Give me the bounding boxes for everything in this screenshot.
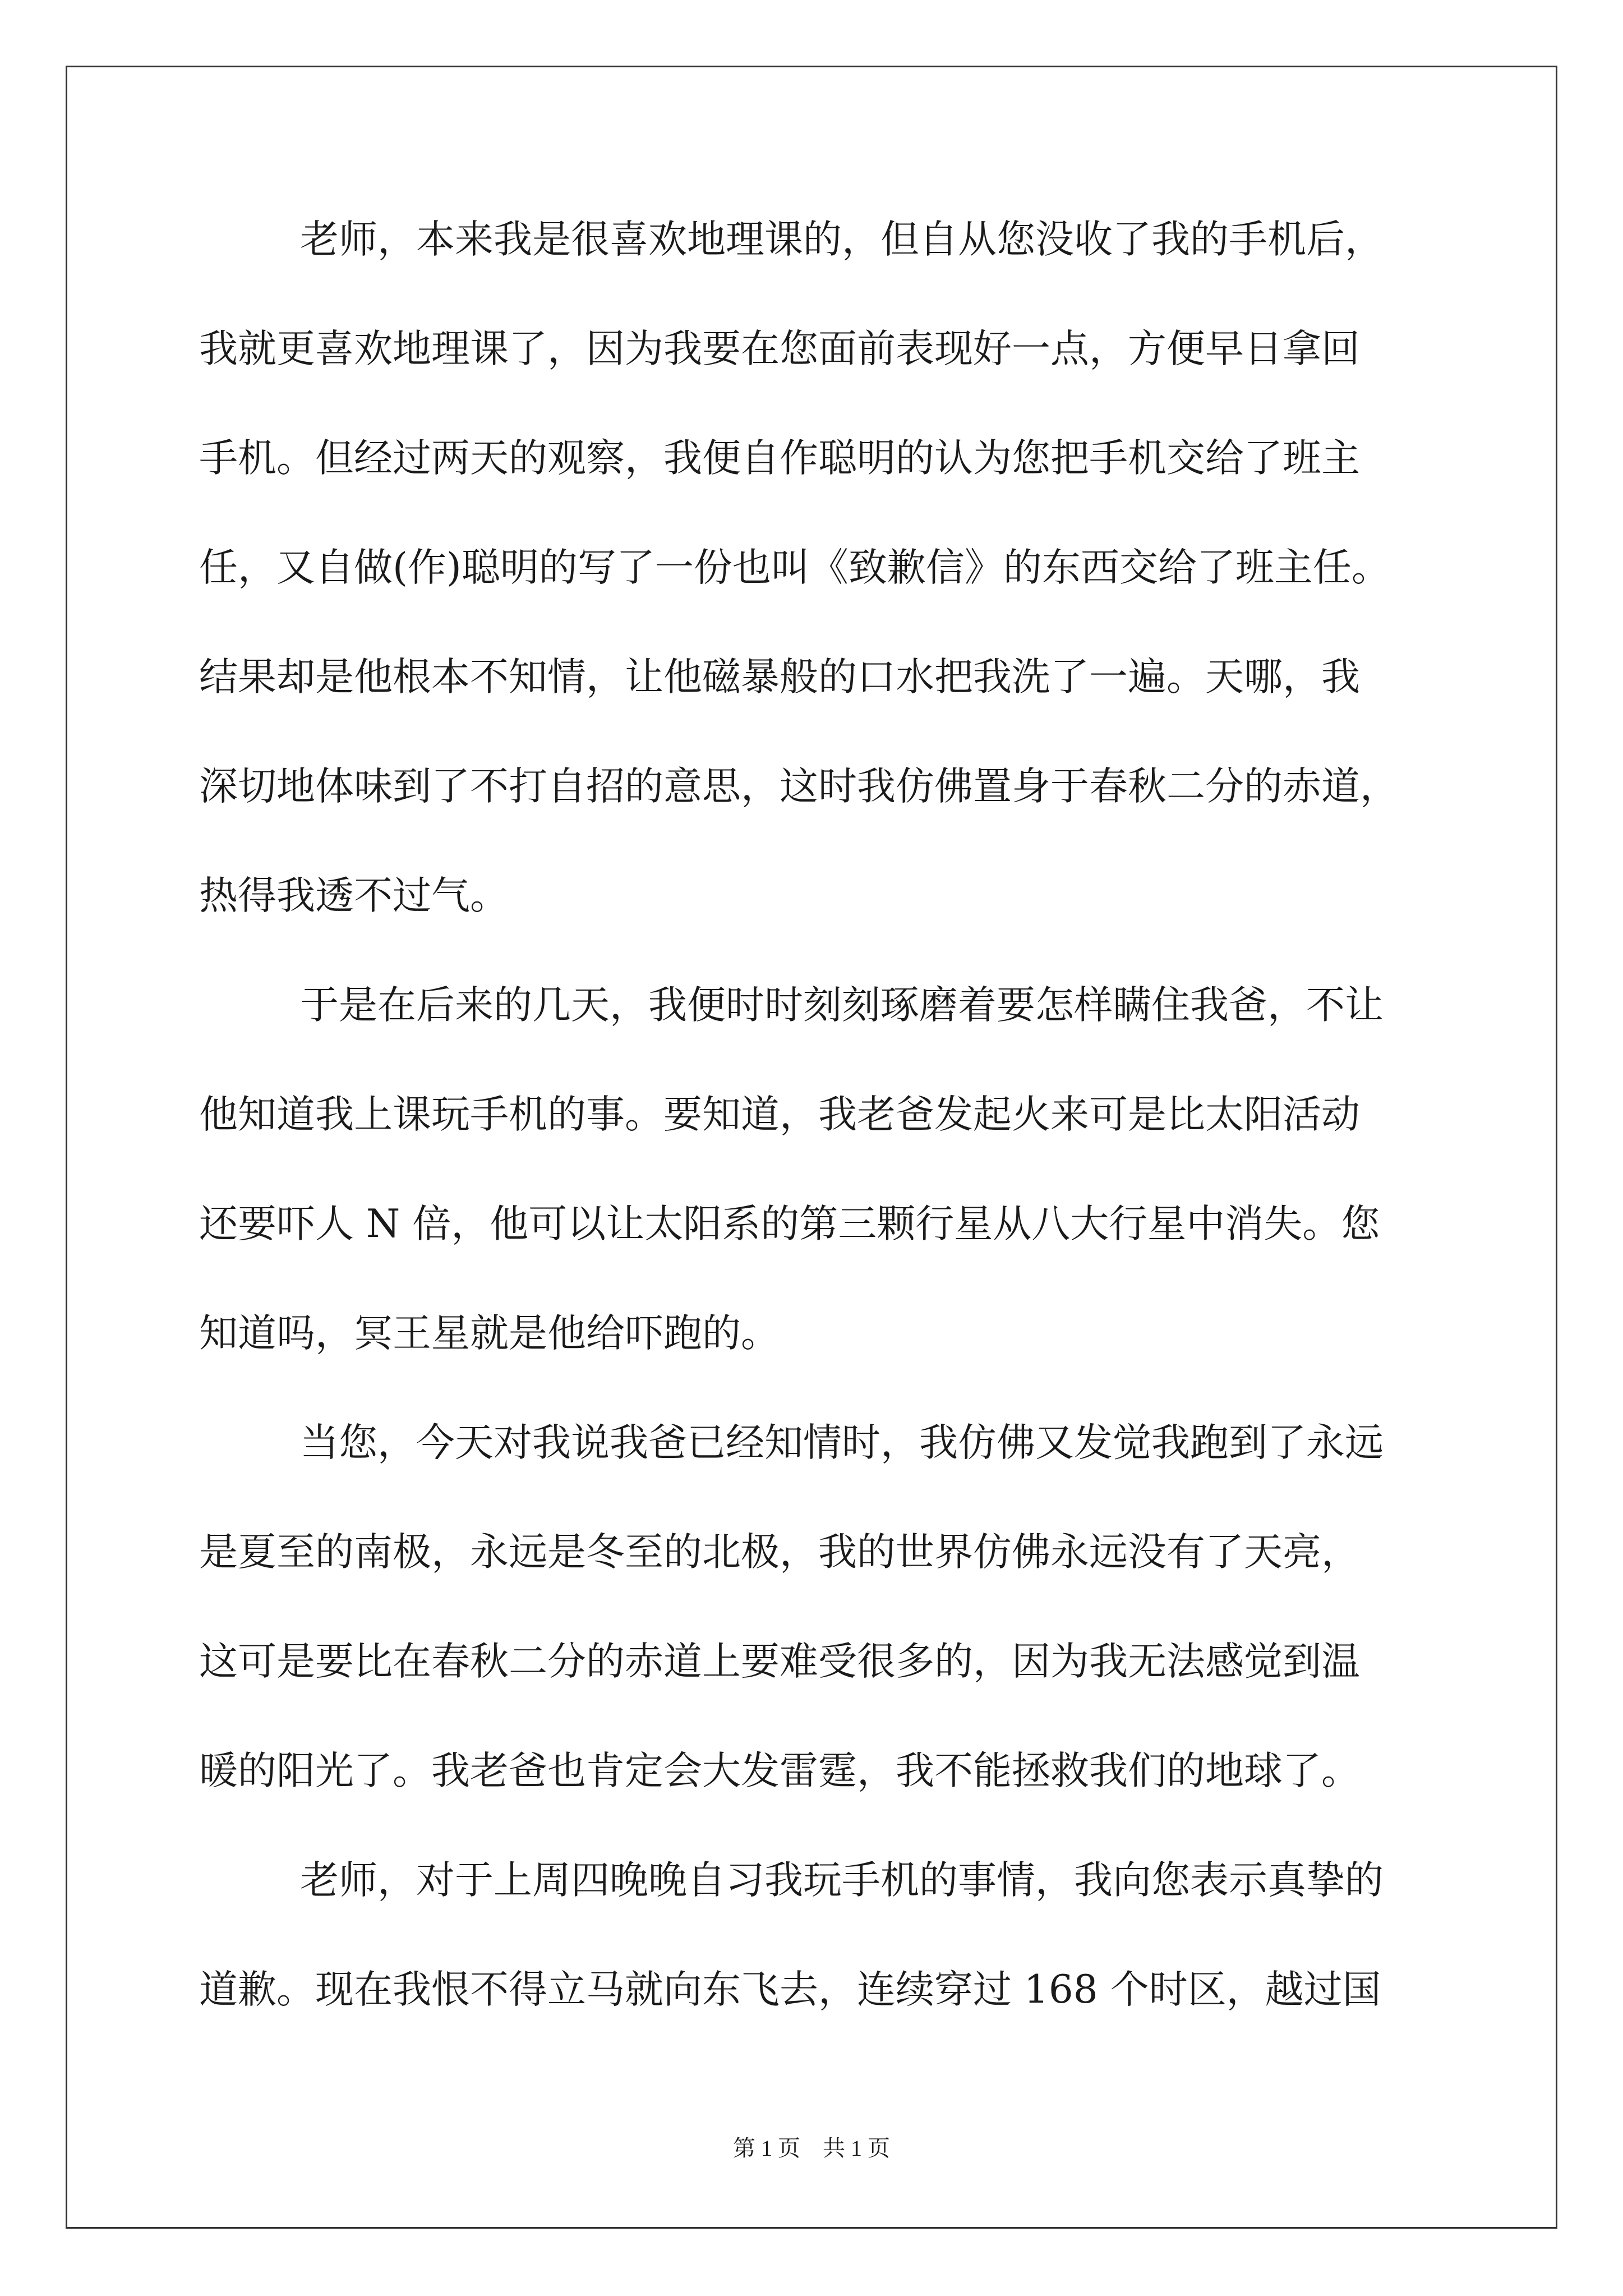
page-footer: 第 1 页 共 1 页 xyxy=(733,2136,890,2161)
text-line: 手机。但经过两天的观察，我便自作聪明的认为您把手机交给了班主 xyxy=(199,436,1360,481)
text-line: 知道吗，冥王星就是他给吓跑的。 xyxy=(199,1311,780,1356)
text-line: 当您，今天对我说我爸已经知情时，我仿佛又发觉我跑到了永远 xyxy=(300,1420,1384,1465)
text-line: 热得我透不过气。 xyxy=(199,873,509,918)
text-line: 任，又自做(作)聪明的写了一份也叫《致歉信》的东西交给了班主任。 xyxy=(199,545,1390,590)
text-line: 老师，本来我是很喜欢地理课的，但自从您没收了我的手机后， xyxy=(300,217,1384,262)
text-line: 道歉。现在我恨不得立马就向东飞去，连续穿过 168 个时区，越过国 xyxy=(199,1967,1381,2012)
text-line: 于是在后来的几天，我便时时刻刻琢磨着要怎样瞒住我爸，不让 xyxy=(300,983,1384,1028)
text-line: 还要吓人 N 倍，他可以让太阳系的第三颗行星从八大行星中消失。您 xyxy=(199,1202,1380,1246)
text-line: 暖的阳光了。我老爸也肯定会大发雷霆，我不能拯救我们的地球了。 xyxy=(199,1749,1360,1793)
text-line: 他知道我上课玩手机的事。要知道，我老爸发起火来可是比太阳活动 xyxy=(199,1092,1360,1137)
paragraph-1 xyxy=(199,185,1455,951)
text-line: 这可是要比在春秋二分的赤道上要难受很多的，因为我无法感觉到温 xyxy=(199,1639,1360,1684)
text-line: 是夏至的南极，永远是冬至的北极，我的世界仿佛永远没有了天亮， xyxy=(199,1530,1360,1575)
text-line: 结果却是他根本不知情，让他磁暴般的口水把我洗了一遍。天哪，我 xyxy=(199,655,1360,700)
paragraph-4 xyxy=(199,1826,1455,2045)
paragraph-2 xyxy=(199,951,1455,1388)
text-line: 我就更喜欢地理课了，因为我要在您面前表现好一点，方便早日拿回 xyxy=(199,326,1360,371)
paragraph-3 xyxy=(199,1388,1455,1826)
text-line: 老师，对于上周四晚晚自习我玩手机的事情，我向您表示真挚的 xyxy=(300,1858,1384,1903)
document-body xyxy=(199,185,1455,2045)
text-line: 深切地体味到了不打自招的意思，这时我仿佛置身于春秋二分的赤道， xyxy=(199,764,1399,809)
